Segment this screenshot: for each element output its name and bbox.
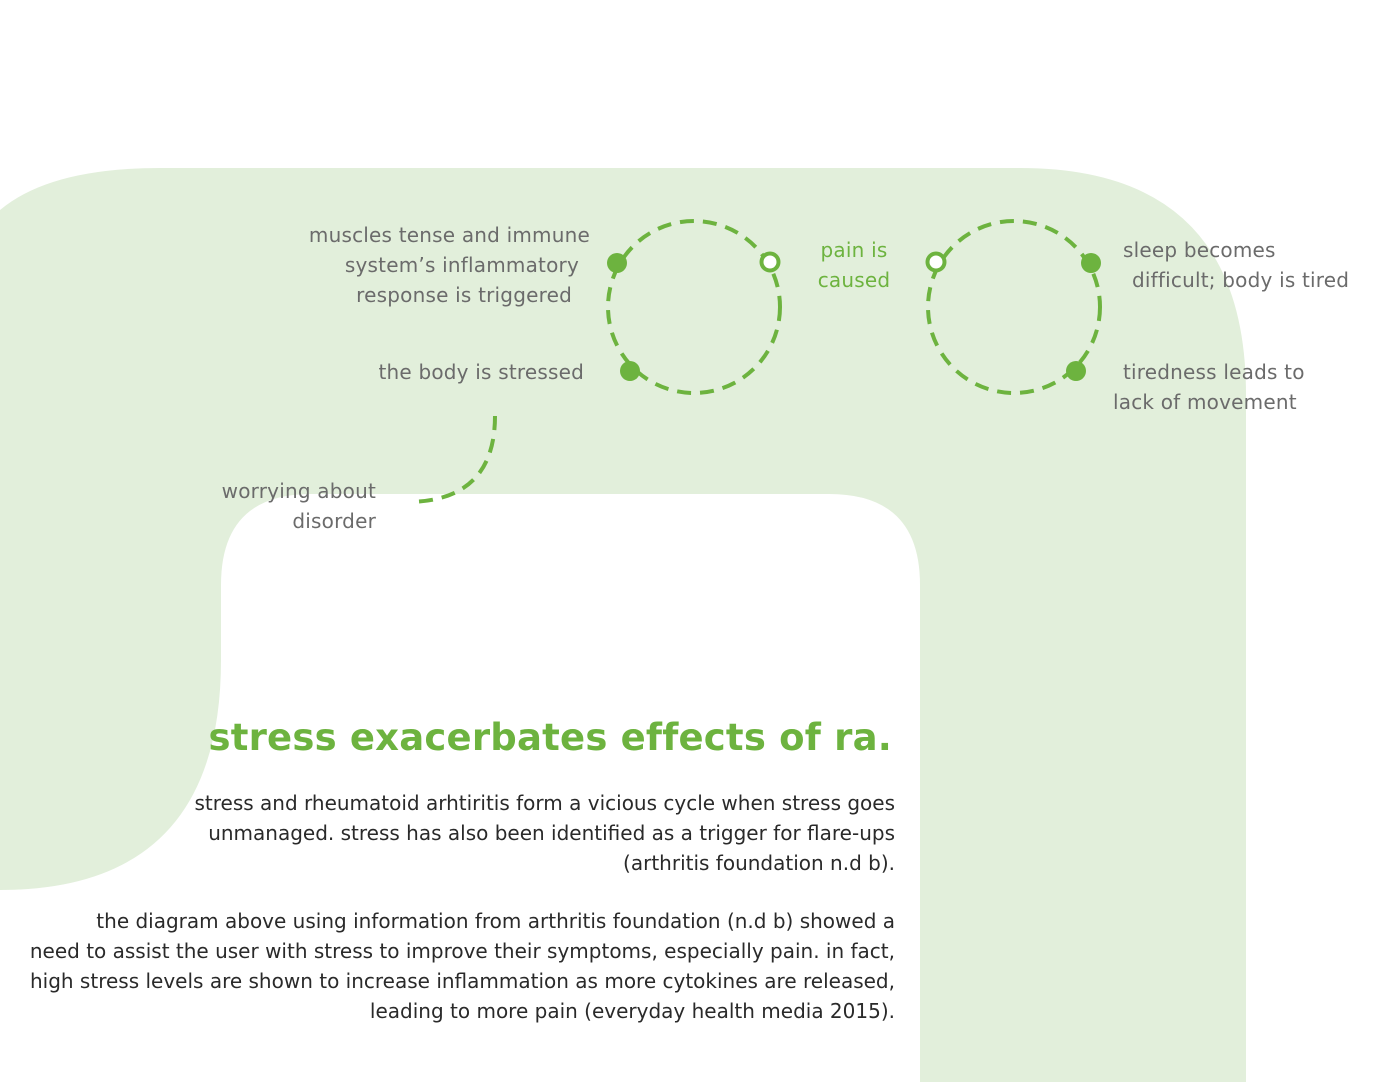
- label-line: sleep becomes: [1123, 238, 1276, 262]
- label-line: the body is stressed: [378, 360, 584, 384]
- node-pain-caused-left: [762, 254, 779, 271]
- node-pain-caused-right: [928, 254, 945, 271]
- label-worrying: [222, 476, 376, 536]
- label-sleep-difficult: [1123, 235, 1349, 295]
- label-tiredness: [1113, 357, 1305, 417]
- label-body-stressed: [378, 357, 584, 387]
- label-line: pain is: [820, 238, 888, 262]
- worrying-arc: [410, 416, 495, 502]
- label-line: difficult; body is tired: [1132, 268, 1350, 292]
- label-line: response is triggered: [356, 283, 572, 307]
- paragraph-line: the diagram above using information from arthritis foundation (n.d b) showed a: [96, 909, 895, 933]
- paragraph-line: (arthritis foundation n.d b).: [623, 851, 895, 875]
- node-muscles-tense: [607, 253, 627, 273]
- label-pain-caused: [805, 235, 903, 295]
- paragraph-analysis: [30, 906, 895, 1026]
- label-line: caused: [817, 268, 891, 292]
- paragraph-line: leading to more pain (everyday health media 2015).: [369, 999, 895, 1023]
- label-muscles-tense: [309, 220, 590, 310]
- paragraph-intro: [195, 788, 896, 878]
- label-line: lack of movement: [1113, 390, 1297, 414]
- paragraph-line: stress and rheumatoid arhtiritis form a vicious cycle when stress goes: [194, 791, 895, 815]
- label-line: muscles tense and immune: [308, 223, 590, 247]
- label-line: disorder: [292, 509, 376, 533]
- node-body-stressed: [620, 361, 640, 381]
- label-line: system’s inflammatory: [344, 253, 579, 277]
- paragraph-line: unmanaged. stress has also been identified as a trigger for flare-ups: [208, 821, 895, 845]
- page-heading: stress exacerbates effects of ra.: [208, 716, 892, 759]
- paragraph-line: need to assist the user with stress to improve their symptoms, especially pain. in fact,: [29, 939, 895, 963]
- label-line: worrying about: [221, 479, 376, 503]
- node-tiredness: [1066, 361, 1086, 381]
- paragraph-line: high stress levels are shown to increase inflammation as more cytokines are released,: [29, 969, 895, 993]
- node-sleep-difficult: [1081, 253, 1101, 273]
- label-line: tiredness leads to: [1123, 360, 1305, 384]
